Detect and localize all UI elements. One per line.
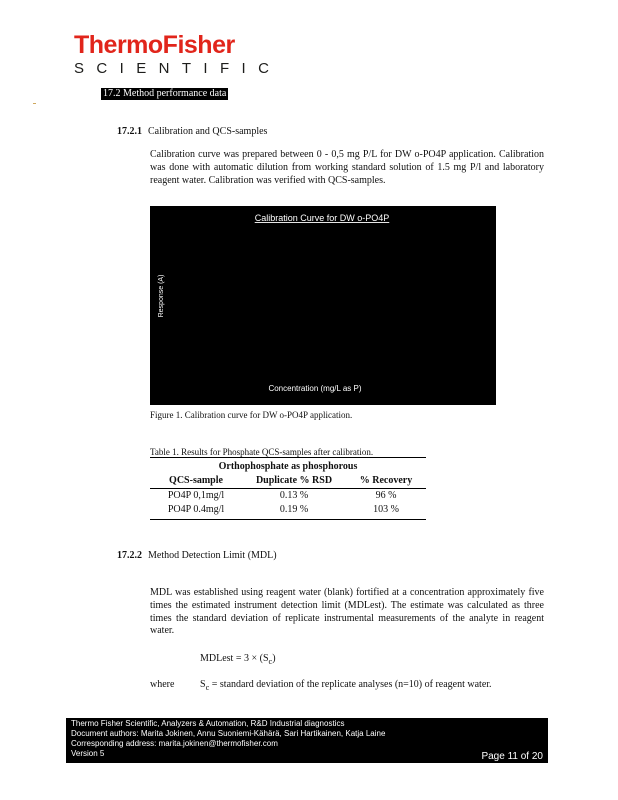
footer-line: Document authors: Marita Jokinen, Annu Suoniemi-Kähärä, Sari Hartikainen, Katja Laine [71, 729, 386, 738]
table-cell: 96 % [375, 490, 397, 501]
chart-title: Calibration Curve for DW o-PO4P [254, 213, 390, 223]
table-cell: 0.13 % [279, 490, 309, 501]
table-caption: Table 1. Results for Phosphate QCS-samples after calibration. [150, 447, 374, 457]
calibration-paragraph: Calibration curve was prepared between 0 - 0,5 mg P/L for DW o-PO4P application. Calibration was done with automatic dilution from working standard solution of 1.5 mg P/l and laboratory reagent water. Calibration was verified with QCS-samples. [150, 149, 544, 186]
table-header: % Recovery [359, 475, 413, 486]
table-header: Duplicate % RSD [255, 475, 333, 486]
table-cell: PO4P 0,1mg/l [167, 490, 225, 501]
subsection-number: 17.2.1 [117, 126, 142, 137]
subsection-heading-1 [117, 126, 267, 138]
page-number: Page 11 of 20 [481, 751, 543, 762]
footer-line: Version 5 [71, 749, 105, 758]
table-cell: 0.19 % [279, 504, 309, 515]
subsection-heading-2 [117, 550, 277, 562]
subsection-number: 17.2.2 [117, 550, 142, 561]
logo-sub: SCIENTIFIC [74, 60, 282, 77]
footer-line: Corresponding address: marita.jokinen@thermofisher.com [71, 739, 278, 748]
formula-end: ) [272, 653, 276, 664]
table-row [150, 503, 426, 520]
where-subscript: c [205, 683, 210, 692]
section-title: 17.2 Method performance data [103, 88, 227, 99]
formula-subscript: c [268, 657, 273, 666]
where-text: = standard deviation of the replicate analyses (n=10) of reagent water. [209, 679, 492, 690]
footer-line: Thermo Fisher Scientific, Analyzers & Automation, R&D Industrial diagnostics [71, 719, 345, 728]
subsection-title: Method Detection Limit (MDL) [148, 550, 277, 561]
formula-text: MDLest = 3 × (S [200, 653, 269, 664]
logo-brand: ThermoFisher [74, 31, 235, 59]
page-footer [66, 718, 548, 763]
qcs-results-table [150, 457, 426, 520]
chart-xlabel: Concentration (mg/L as P) [268, 384, 362, 393]
chart-ylabel: Response (A) [158, 274, 165, 318]
table-group-header: Orthophosphate as phosphorous [218, 461, 358, 472]
company-logo [74, 31, 281, 78]
where-label: where [150, 679, 175, 690]
table-cell: 103 % [373, 504, 399, 515]
mdl-paragraph: MDL was established using reagent water (blank) fortified at a concentration approximately five times the estimated instrument detection limit (MDLest). The estimate was calculated as three times the standard deviation of replicate instrumental measurements of the analyte in reagent water. [150, 587, 544, 637]
table-header: QCS-sample [169, 475, 223, 486]
where-symbol: S [200, 679, 206, 690]
where-definition [200, 679, 520, 695]
table-cell: PO4P 0.4mg/l [167, 504, 225, 515]
figure-caption: Figure 1. Calibration curve for DW o-PO4P application. [150, 410, 353, 420]
table-row [150, 489, 426, 504]
mdl-formula [200, 653, 276, 666]
calibration-chart [150, 206, 496, 405]
decorative-mark [33, 103, 36, 104]
subsection-title: Calibration and QCS-samples [148, 126, 268, 137]
